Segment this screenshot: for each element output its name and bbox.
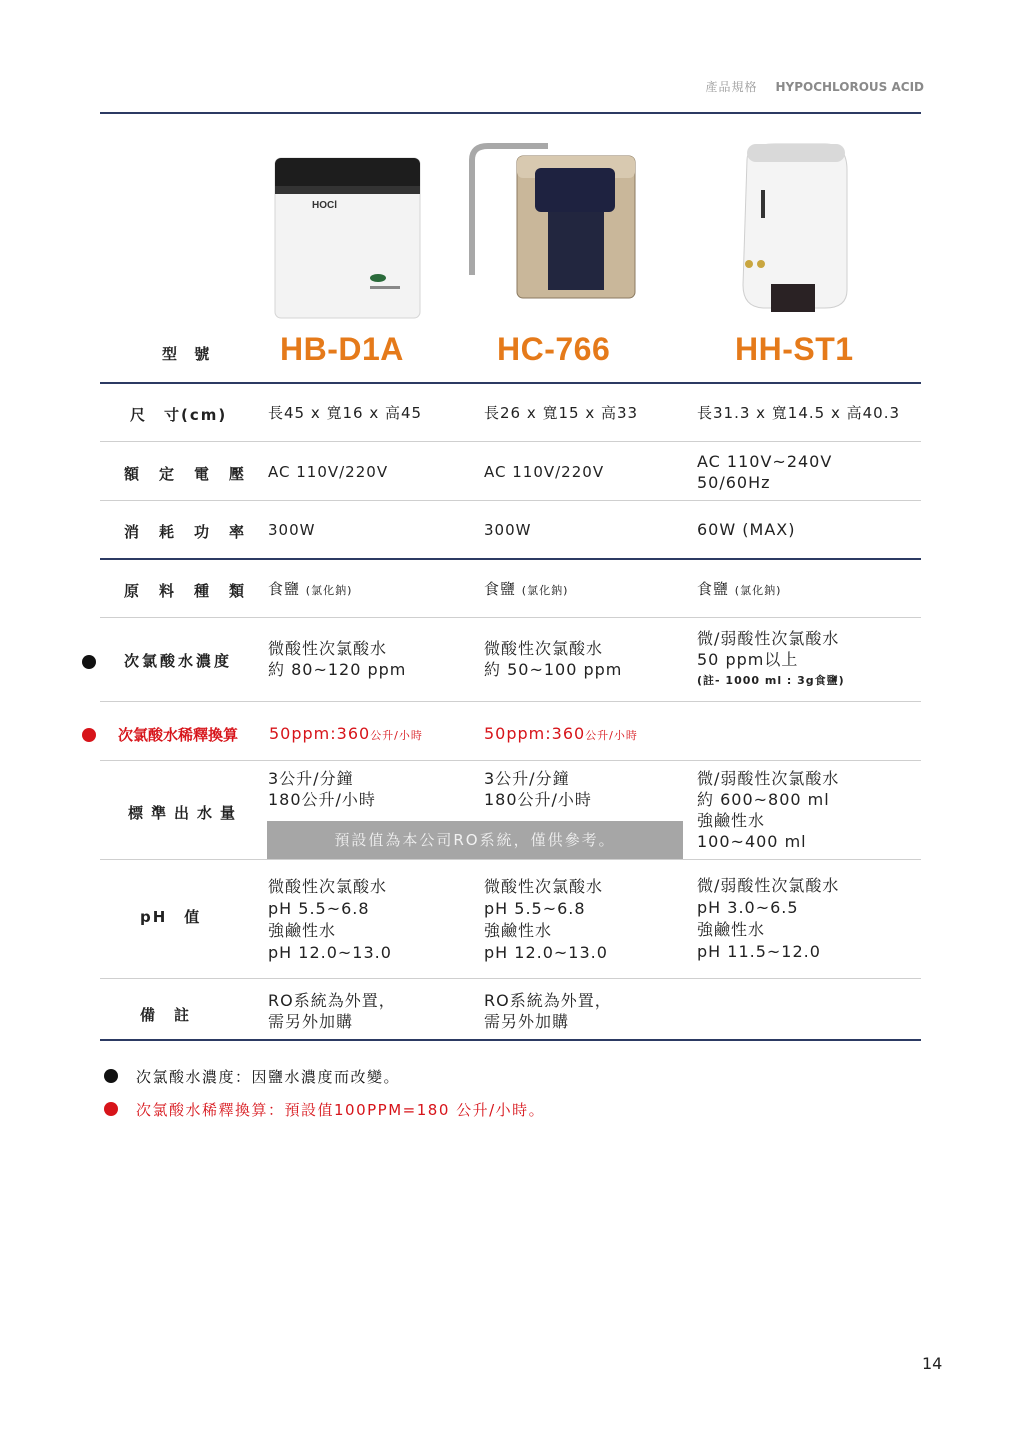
label-concentration: 次氯酸水濃度 [124, 652, 233, 670]
power-hc-766: 300W [484, 521, 532, 539]
page-header [705, 78, 924, 95]
material-hc-766 [484, 579, 568, 601]
output-note-band: 預設值為本公司RO系統，僅供參考。 [267, 821, 683, 859]
output-hh-st1 [697, 768, 839, 852]
size-hh-st1: 長31.3 x 寬14.5 x 高40.3 [697, 404, 901, 422]
voltage-hb-d1a: AC 110V/220V [268, 463, 389, 481]
ph-hc-766 [484, 876, 608, 964]
material-main: 食鹽 [697, 580, 730, 598]
dilution-hc-766 [484, 723, 638, 746]
dilution-unit: 公升/小時 [585, 729, 638, 742]
concentration-hb-d1a [268, 638, 406, 680]
concentration-line: 微/弱酸性次氯酸水 [697, 629, 840, 648]
remarks-line: 需另外加購 [484, 1012, 570, 1031]
ph-line: pH 11.5~12.0 [697, 942, 821, 961]
output-line: 100~400 ml [697, 832, 807, 851]
label-material: 原料種類 [124, 582, 265, 600]
ph-line: 微酸性次氯酸水 [268, 877, 388, 896]
ph-line: 強鹼性水 [268, 921, 337, 940]
voltage-hh-st1-line1: AC 110V~240V [697, 452, 833, 471]
section-rule [100, 558, 921, 560]
concentration-hc-766 [484, 638, 622, 680]
product-brand-text: HOCl [312, 200, 337, 211]
output-line: 3公升/分鐘 [268, 769, 354, 788]
output-hb-d1a [268, 768, 376, 810]
power-hh-st1: 60W (MAX) [697, 520, 796, 539]
label-dilution: 次氯酸水稀釋換算 [118, 726, 239, 744]
concentration-hh-st1 [697, 628, 845, 691]
ph-line: 強鹼性水 [484, 921, 553, 940]
output-line: 微/弱酸性次氯酸水 [697, 769, 840, 788]
table-bottom-rule [100, 1039, 921, 1041]
ph-line: pH 12.0~13.0 [484, 943, 608, 962]
row-divider [100, 701, 921, 702]
ph-line: pH 5.5~6.8 [268, 899, 370, 918]
row-divider [100, 500, 921, 501]
ph-line: pH 12.0~13.0 [268, 943, 392, 962]
row-divider [100, 760, 921, 761]
dilution-hb-d1a [269, 723, 423, 746]
material-sub: (氯化鈉) [521, 584, 569, 597]
dilution-unit: 公升/小時 [370, 729, 423, 742]
ph-hh-st1 [697, 875, 839, 963]
voltage-hh-st1-line2: 50/60Hz [697, 473, 771, 492]
power-hb-d1a: 300W [268, 521, 316, 539]
ph-line: pH 5.5~6.8 [484, 899, 586, 918]
label-remarks: 備 註 [140, 1006, 192, 1024]
material-sub: (氯化鈉) [734, 584, 782, 597]
row-divider [100, 617, 921, 618]
label-ph: pH 值 [140, 908, 202, 926]
remarks-line: 需另外加購 [268, 1012, 354, 1031]
voltage-hh-st1 [697, 451, 832, 493]
material-hh-st1 [697, 579, 781, 601]
output-line: 180公升/小時 [484, 790, 592, 809]
size-hc-766: 長26 x 寬15 x 高33 [484, 404, 639, 422]
material-hb-d1a [268, 579, 352, 601]
model-name-hc-766: HC-766 [497, 331, 611, 367]
material-main: 食鹽 [268, 580, 301, 598]
output-hc-766 [484, 768, 592, 810]
footnote-concentration: 次氯酸水濃度：因鹽水濃度而改變。 [136, 1068, 401, 1086]
output-line: 180公升/小時 [268, 790, 376, 809]
header-rule [100, 112, 921, 114]
dilution-main: 50ppm:360 [484, 724, 586, 743]
size-hb-d1a: 長45 x 寬16 x 高45 [268, 404, 423, 422]
ph-line: 強鹼性水 [697, 920, 766, 939]
concentration-line: 約 50~100 ppm [484, 660, 623, 679]
remarks-hc-766 [484, 990, 612, 1032]
concentration-line: 微酸性次氯酸水 [484, 639, 604, 658]
label-output: 標準出水量 [128, 804, 244, 822]
header-title: HYPOCHLOROUS ACID [775, 80, 924, 94]
label-model: 型 號 [162, 345, 216, 363]
ph-line: 微酸性次氯酸水 [484, 877, 604, 896]
concentration-line: 約 80~120 ppm [268, 660, 407, 679]
output-line: 約 600~800 ml [697, 790, 830, 809]
material-sub: (氯化鈉) [305, 584, 353, 597]
concentration-line: 微酸性次氯酸水 [268, 639, 388, 658]
label-power: 消耗功率 [124, 523, 265, 541]
ph-hb-d1a [268, 876, 392, 964]
red-bullet-icon [104, 1102, 118, 1116]
model-name-hb-d1a: HB-D1A [280, 331, 404, 367]
remarks-line: RO系統為外置， [484, 991, 612, 1010]
product-image-hh-st1 [735, 140, 855, 325]
remarks-hb-d1a [268, 990, 396, 1032]
label-voltage: 額定電壓 [124, 465, 265, 483]
product-image-hb-d1a [270, 150, 425, 320]
dilution-main: 50ppm:360 [269, 724, 371, 743]
header-category: 產品規格 [705, 80, 758, 94]
output-line: 3公升/分鐘 [484, 769, 570, 788]
label-size: 尺 寸(cm) [130, 406, 228, 424]
concentration-note: (註- 1000 ml : 3g食鹽) [697, 674, 845, 687]
row-divider [100, 978, 921, 979]
page-number: 14 [922, 1354, 943, 1373]
red-bullet-icon [82, 728, 96, 742]
row-divider [100, 859, 921, 860]
remarks-line: RO系統為外置， [268, 991, 396, 1010]
black-bullet-icon [104, 1069, 118, 1083]
ph-line: pH 3.0~6.5 [697, 898, 799, 917]
material-main: 食鹽 [484, 580, 517, 598]
output-line: 強鹼性水 [697, 811, 766, 830]
row-divider [100, 441, 921, 442]
concentration-line: 50 ppm以上 [697, 650, 799, 669]
black-bullet-icon [82, 655, 96, 669]
product-image-hc-766 [460, 140, 640, 305]
voltage-hc-766: AC 110V/220V [484, 463, 605, 481]
ph-line: 微/弱酸性次氯酸水 [697, 876, 840, 895]
model-name-hh-st1: HH-ST1 [735, 331, 854, 367]
table-top-rule [100, 382, 921, 384]
footnote-dilution: 次氯酸水稀釋換算：預設值100PPM=180 公升/小時。 [136, 1101, 546, 1119]
